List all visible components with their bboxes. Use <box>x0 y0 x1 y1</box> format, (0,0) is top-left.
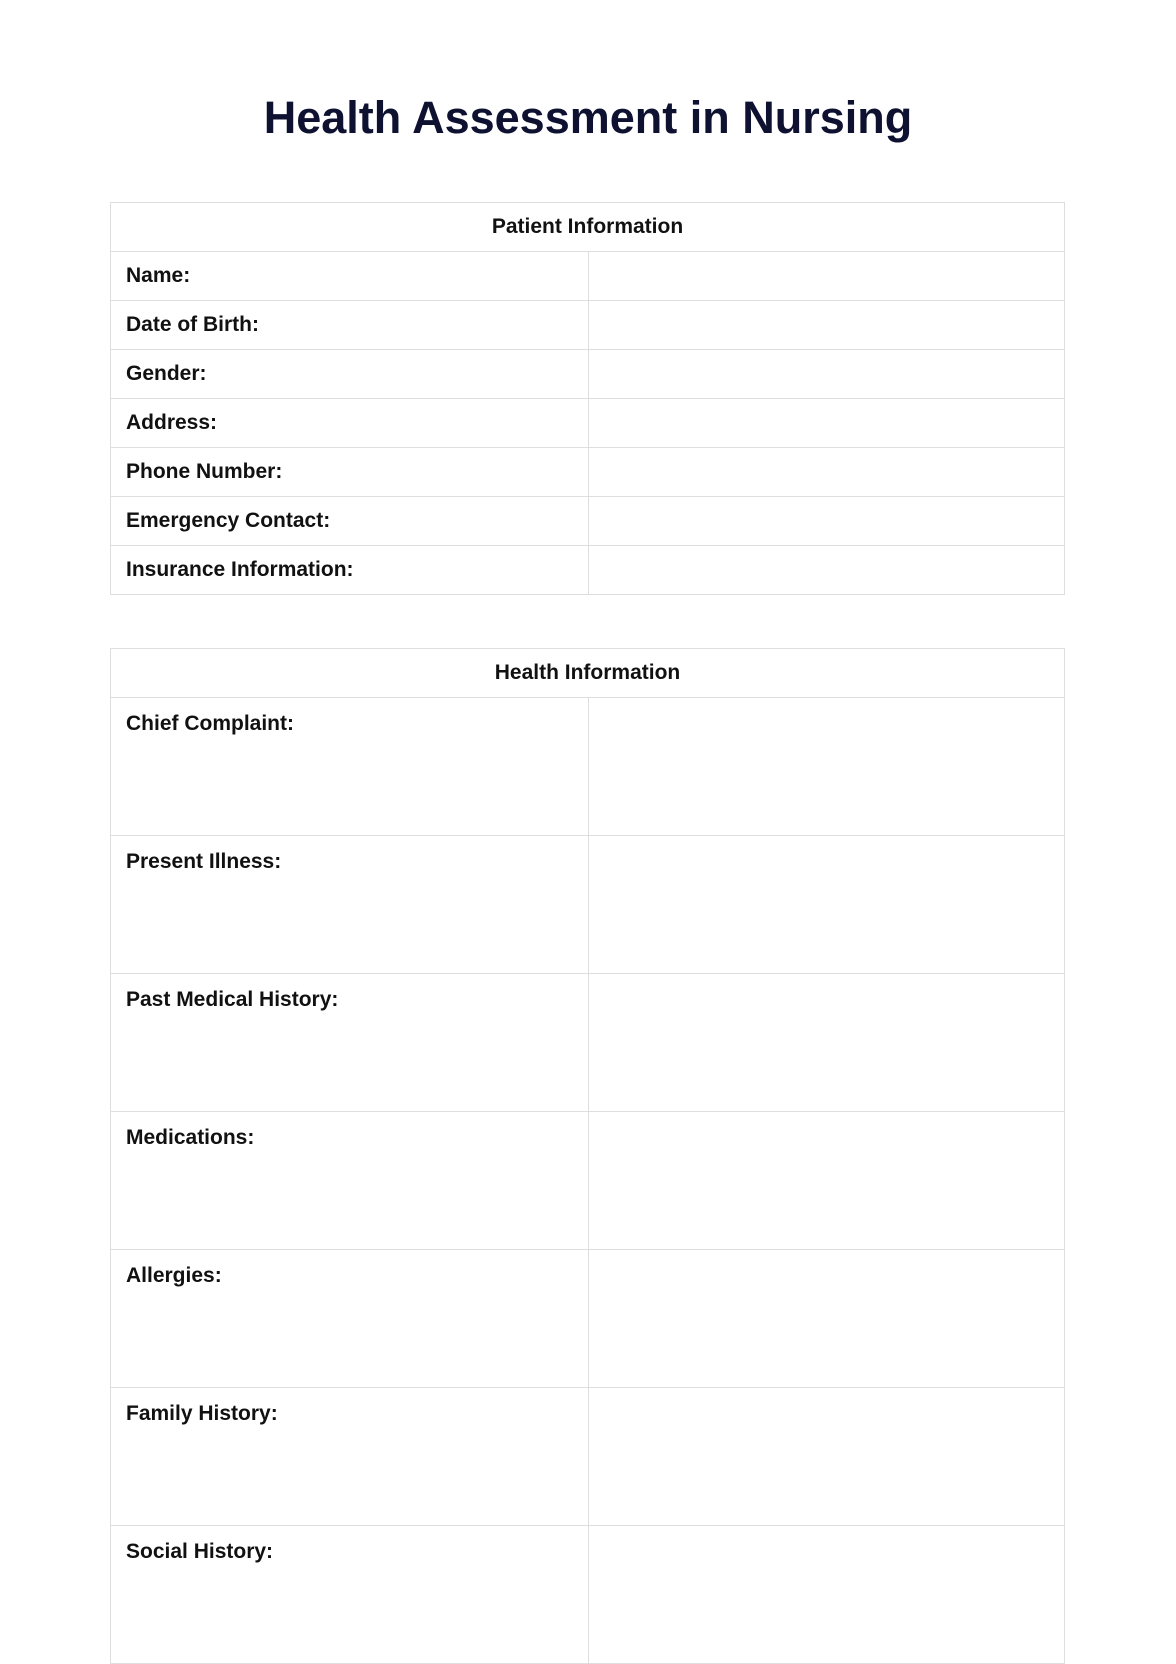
field-value-present-illness[interactable] <box>589 836 1065 974</box>
field-label-name: Name: <box>111 252 589 301</box>
field-value-family-history[interactable] <box>589 1388 1065 1526</box>
table-row <box>111 698 1065 836</box>
table-row <box>111 1112 1065 1250</box>
table-row <box>111 546 1065 595</box>
health-information-header: Health Information <box>111 649 1065 698</box>
patient-information-table <box>110 202 1065 595</box>
table-row <box>111 974 1065 1112</box>
patient-information-header: Patient Information <box>111 203 1065 252</box>
table-row <box>111 1250 1065 1388</box>
field-value-insurance-information[interactable] <box>589 546 1065 595</box>
field-label-emergency-contact: Emergency Contact: <box>111 497 589 546</box>
field-value-social-history[interactable] <box>589 1526 1065 1664</box>
field-value-address[interactable] <box>589 399 1065 448</box>
field-label-social-history: Social History: <box>111 1526 589 1664</box>
table-row <box>111 448 1065 497</box>
field-value-date-of-birth[interactable] <box>589 301 1065 350</box>
field-value-gender[interactable] <box>589 350 1065 399</box>
field-label-phone-number: Phone Number: <box>111 448 589 497</box>
table-row <box>111 1526 1065 1664</box>
field-value-name[interactable] <box>589 252 1065 301</box>
field-value-medications[interactable] <box>589 1112 1065 1250</box>
health-information-table <box>110 648 1065 1664</box>
field-value-phone-number[interactable] <box>589 448 1065 497</box>
field-value-allergies[interactable] <box>589 1250 1065 1388</box>
field-label-insurance-information: Insurance Information: <box>111 546 589 595</box>
field-label-gender: Gender: <box>111 350 589 399</box>
field-label-allergies: Allergies: <box>111 1250 589 1388</box>
table-row <box>111 1388 1065 1526</box>
field-label-medications: Medications: <box>111 1112 589 1250</box>
field-label-address: Address: <box>111 399 589 448</box>
page-title: Health Assessment in Nursing <box>263 92 913 143</box>
field-value-emergency-contact[interactable] <box>589 497 1065 546</box>
field-label-date-of-birth: Date of Birth: <box>111 301 589 350</box>
table-row <box>111 399 1065 448</box>
field-label-past-medical-history: Past Medical History: <box>111 974 589 1112</box>
field-label-family-history: Family History: <box>111 1388 589 1526</box>
table-row <box>111 301 1065 350</box>
table-row <box>111 252 1065 301</box>
field-value-chief-complaint[interactable] <box>589 698 1065 836</box>
table-row <box>111 350 1065 399</box>
field-value-past-medical-history[interactable] <box>589 974 1065 1112</box>
field-label-present-illness: Present Illness: <box>111 836 589 974</box>
table-row <box>111 497 1065 546</box>
table-row <box>111 836 1065 974</box>
field-label-chief-complaint: Chief Complaint: <box>111 698 589 836</box>
